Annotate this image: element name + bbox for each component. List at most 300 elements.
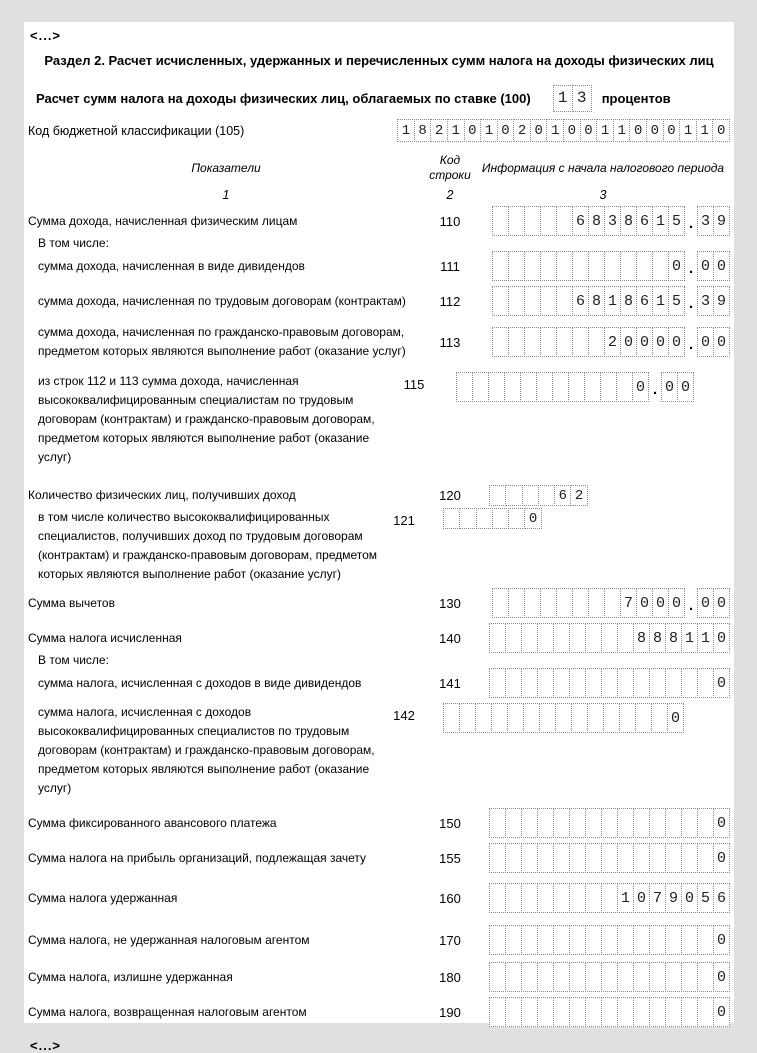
digit-cell[interactable] xyxy=(649,925,666,955)
table-row-130 xyxy=(28,588,730,618)
row-code-111: 111 xyxy=(440,258,460,274)
digit-cell[interactable] xyxy=(505,962,522,992)
digit-cell[interactable] xyxy=(505,623,522,653)
digit-cell[interactable] xyxy=(681,668,698,698)
digit-cell[interactable] xyxy=(489,485,506,506)
digit-cell[interactable]: 1 xyxy=(679,119,697,142)
digit-cell[interactable] xyxy=(569,623,586,653)
digit-cell[interactable] xyxy=(571,703,588,733)
digit-cell[interactable]: 0 xyxy=(713,588,730,618)
digit-cell[interactable] xyxy=(681,962,698,992)
digit-cell[interactable] xyxy=(603,703,620,733)
digit-cell[interactable] xyxy=(697,962,714,992)
digit-cell[interactable] xyxy=(649,962,666,992)
digit-cell[interactable]: 1 xyxy=(613,119,631,142)
digit-cell[interactable] xyxy=(585,925,602,955)
digit-cell[interactable] xyxy=(508,206,525,236)
digit-cell[interactable]: 9 xyxy=(713,206,730,236)
digit-cell[interactable] xyxy=(521,843,538,873)
digit-cell[interactable] xyxy=(569,997,586,1027)
digit-cell[interactable] xyxy=(556,327,573,357)
digit-cell[interactable] xyxy=(617,962,634,992)
note-row xyxy=(28,236,730,251)
digit-cell[interactable] xyxy=(489,997,506,1027)
digit-cell[interactable]: 0 xyxy=(563,119,581,142)
digit-cell[interactable]: 9 xyxy=(665,883,682,913)
field-121[interactable] xyxy=(430,508,684,529)
field-113[interactable] xyxy=(476,327,730,357)
digit-cell[interactable] xyxy=(489,883,506,913)
digit-cell[interactable] xyxy=(538,485,555,506)
digit-cell[interactable] xyxy=(604,588,621,618)
digit-cell[interactable] xyxy=(572,251,589,281)
digit-cell[interactable] xyxy=(616,372,633,402)
digit-cell[interactable] xyxy=(492,508,509,529)
digit-cell[interactable]: 1 xyxy=(447,119,465,142)
digit-cell[interactable] xyxy=(553,623,570,653)
digit-cell[interactable]: 0 xyxy=(661,372,678,402)
digit-cell[interactable]: 1 xyxy=(480,119,498,142)
digit-cell[interactable] xyxy=(585,668,602,698)
digit-cell[interactable] xyxy=(697,668,714,698)
field-155[interactable] xyxy=(476,843,730,873)
digit-cell[interactable]: 1 xyxy=(397,119,415,142)
digit-cell[interactable] xyxy=(556,206,573,236)
truncation-marker-bottom: <...> xyxy=(30,1038,62,1053)
digit-cell[interactable]: 0 xyxy=(713,925,730,955)
digit-cell[interactable] xyxy=(443,703,460,733)
row-code-160: 160 xyxy=(439,890,461,906)
digit-cell[interactable] xyxy=(521,668,538,698)
field-141[interactable] xyxy=(476,668,730,698)
digit-cell[interactable]: 3 xyxy=(572,85,592,112)
digit-cell[interactable] xyxy=(697,843,714,873)
digit-cell[interactable]: 0 xyxy=(713,251,730,281)
digit-cell[interactable]: 0 xyxy=(668,251,685,281)
digit-cell[interactable] xyxy=(572,588,589,618)
digit-cell[interactable]: 0 xyxy=(713,668,730,698)
digit-cell[interactable]: 8 xyxy=(633,623,650,653)
digit-cell[interactable] xyxy=(508,327,525,357)
digit-cell[interactable] xyxy=(489,962,506,992)
digit-cell[interactable] xyxy=(633,808,650,838)
digit-cell[interactable]: 2 xyxy=(604,327,621,357)
digit-cell[interactable] xyxy=(553,843,570,873)
digit-cell[interactable] xyxy=(504,372,521,402)
digit-cell[interactable] xyxy=(651,703,668,733)
digit-cell[interactable] xyxy=(633,843,650,873)
digit-cell[interactable] xyxy=(601,623,618,653)
digit-cell[interactable] xyxy=(505,925,522,955)
table-row-110 xyxy=(28,206,730,236)
digit-cell[interactable] xyxy=(508,588,525,618)
digit-cell[interactable] xyxy=(456,372,473,402)
row-code-190: 190 xyxy=(439,1004,461,1020)
digit-cell[interactable]: 0 xyxy=(713,997,730,1027)
digit-cell[interactable]: 0 xyxy=(697,251,714,281)
digit-cell[interactable] xyxy=(601,925,618,955)
digit-cell[interactable] xyxy=(569,808,586,838)
digit-cell[interactable] xyxy=(681,925,698,955)
digit-cell[interactable]: 0 xyxy=(524,508,541,529)
kbk-field[interactable] xyxy=(397,119,730,142)
digit-cell[interactable]: 1 xyxy=(652,206,669,236)
digit-cell[interactable] xyxy=(539,703,556,733)
digit-cell[interactable]: 1 xyxy=(604,286,621,316)
digit-cell[interactable]: 6 xyxy=(713,883,730,913)
digit-cell[interactable] xyxy=(569,883,586,913)
digit-cell[interactable]: 8 xyxy=(620,286,637,316)
digit-cell[interactable]: 0 xyxy=(697,588,714,618)
digit-cell[interactable]: 0 xyxy=(667,703,684,733)
digit-cell[interactable] xyxy=(492,286,509,316)
digit-cell[interactable] xyxy=(537,623,554,653)
field-170[interactable] xyxy=(476,925,730,955)
digit-cell[interactable]: 0 xyxy=(580,119,598,142)
digit-cell[interactable] xyxy=(540,588,557,618)
digit-cell[interactable]: 2 xyxy=(513,119,531,142)
digit-cell[interactable] xyxy=(489,623,506,653)
digit-cell[interactable] xyxy=(635,703,652,733)
digit-cell[interactable] xyxy=(522,485,539,506)
digit-cell[interactable] xyxy=(537,962,554,992)
digit-cell[interactable] xyxy=(572,327,589,357)
digit-cell[interactable] xyxy=(492,251,509,281)
digit-cell[interactable]: 8 xyxy=(588,206,605,236)
digit-cell[interactable]: 0 xyxy=(530,119,548,142)
digit-cell[interactable] xyxy=(633,668,650,698)
digit-cell[interactable] xyxy=(553,668,570,698)
row-label: сумма налога, исчисленная с доходов высококвалифицированных специалистов по трудовым договорам (контрактам) и гражданско-правовым договорам, предметом которых являются выполнение работ (оказание услуг) xyxy=(38,705,375,795)
digit-cell[interactable]: 1 xyxy=(681,623,698,653)
field-142[interactable] xyxy=(430,703,684,733)
digit-cell[interactable] xyxy=(524,251,541,281)
digit-cell[interactable]: 0 xyxy=(646,119,664,142)
kbk-line xyxy=(28,119,730,142)
digit-cell[interactable] xyxy=(681,808,698,838)
digit-cell[interactable]: 2 xyxy=(430,119,448,142)
field-160[interactable] xyxy=(476,883,730,913)
digit-cell[interactable] xyxy=(585,843,602,873)
tax-rate-field[interactable] xyxy=(553,85,592,112)
digit-cell[interactable]: 0 xyxy=(629,119,647,142)
digit-cell[interactable] xyxy=(569,668,586,698)
digit-cell[interactable] xyxy=(524,588,541,618)
table-row-142 xyxy=(28,703,730,798)
digit-cell[interactable] xyxy=(488,372,505,402)
column-numbers xyxy=(28,188,730,202)
digit-cell[interactable] xyxy=(540,206,557,236)
digit-cell[interactable]: 0 xyxy=(668,588,685,618)
digit-cell[interactable] xyxy=(665,843,682,873)
field-140[interactable] xyxy=(476,623,730,653)
digit-cell[interactable]: 0 xyxy=(668,327,685,357)
digit-cell[interactable] xyxy=(604,251,621,281)
digit-cell[interactable] xyxy=(697,808,714,838)
digit-cell[interactable] xyxy=(585,883,602,913)
digit-cell[interactable] xyxy=(665,668,682,698)
digit-cell[interactable] xyxy=(617,997,634,1027)
digit-cell[interactable] xyxy=(636,251,653,281)
digit-cell[interactable] xyxy=(585,623,602,653)
digit-cell[interactable] xyxy=(489,668,506,698)
row-label: Сумма налога, излишне удержанная xyxy=(28,969,233,984)
field-150[interactable] xyxy=(476,808,730,838)
row-code-115: 115 xyxy=(403,377,425,392)
digit-cell[interactable] xyxy=(556,588,573,618)
digit-cell[interactable] xyxy=(588,588,605,618)
digit-cell[interactable] xyxy=(601,997,618,1027)
digit-cell[interactable] xyxy=(569,962,586,992)
digit-cell[interactable] xyxy=(537,925,554,955)
digit-cell[interactable] xyxy=(524,206,541,236)
digit-cell[interactable] xyxy=(588,251,605,281)
digit-cell[interactable] xyxy=(553,997,570,1027)
digit-cell[interactable] xyxy=(584,372,601,402)
field-190[interactable] xyxy=(476,997,730,1027)
digit-cell[interactable] xyxy=(520,372,537,402)
digit-cell[interactable] xyxy=(476,508,493,529)
digit-cell[interactable] xyxy=(505,843,522,873)
digit-cell[interactable] xyxy=(521,623,538,653)
digit-cell[interactable]: 8 xyxy=(620,206,637,236)
digit-cell[interactable]: 1 xyxy=(696,119,714,142)
digit-cell[interactable]: 0 xyxy=(620,327,637,357)
digit-cell[interactable]: 0 xyxy=(681,883,698,913)
digit-cell[interactable] xyxy=(601,843,618,873)
digit-cell[interactable] xyxy=(649,808,666,838)
digit-cell[interactable]: 8 xyxy=(588,286,605,316)
digit-cell[interactable] xyxy=(521,997,538,1027)
digit-cell[interactable] xyxy=(540,327,557,357)
digit-cell[interactable] xyxy=(633,997,650,1027)
kbk-label: Код бюджетной классификации (105) xyxy=(28,123,245,138)
digit-cell[interactable]: 3 xyxy=(697,286,714,316)
col-header-indicators: Показатели xyxy=(191,161,261,175)
digit-cell[interactable] xyxy=(665,925,682,955)
digit-cell[interactable]: 1 xyxy=(617,883,634,913)
digit-cell[interactable]: 1 xyxy=(546,119,564,142)
digit-cell[interactable]: 6 xyxy=(554,485,571,506)
digit-cell[interactable] xyxy=(505,997,522,1027)
digit-cell[interactable]: 0 xyxy=(713,623,730,653)
digit-cell[interactable] xyxy=(521,808,538,838)
digit-cell[interactable]: 0 xyxy=(677,372,694,402)
field-112[interactable] xyxy=(476,286,730,316)
digit-cell[interactable] xyxy=(505,808,522,838)
digit-cell[interactable]: 0 xyxy=(632,372,649,402)
table-row-115 xyxy=(28,372,730,467)
digit-cell[interactable] xyxy=(489,808,506,838)
digit-cell[interactable] xyxy=(537,997,554,1027)
row-label: сумма налога, исчисленная с доходов в виде дивидендов xyxy=(38,675,362,690)
digit-cell[interactable] xyxy=(492,588,509,618)
digit-cell[interactable] xyxy=(556,286,573,316)
digit-cell[interactable] xyxy=(681,997,698,1027)
digit-cell[interactable]: 7 xyxy=(649,883,666,913)
digit-cell[interactable] xyxy=(492,327,509,357)
field-110[interactable] xyxy=(476,206,730,236)
digit-cell[interactable] xyxy=(620,251,637,281)
digit-cell[interactable]: 8 xyxy=(414,119,432,142)
digit-cell[interactable]: 6 xyxy=(636,286,653,316)
digit-cell[interactable]: 0 xyxy=(652,327,669,357)
digit-cell[interactable] xyxy=(508,508,525,529)
digit-cell[interactable] xyxy=(537,668,554,698)
digit-cell[interactable]: 8 xyxy=(649,623,666,653)
digit-cell[interactable] xyxy=(617,668,634,698)
digit-cell[interactable] xyxy=(505,668,522,698)
digit-cell[interactable] xyxy=(585,962,602,992)
digit-cell[interactable]: 9 xyxy=(713,286,730,316)
digit-cell[interactable] xyxy=(665,808,682,838)
digit-cell[interactable]: 0 xyxy=(636,327,653,357)
digit-cell[interactable] xyxy=(601,883,618,913)
digit-cell[interactable] xyxy=(553,883,570,913)
digit-cell[interactable] xyxy=(537,843,554,873)
digit-cell[interactable]: 3 xyxy=(604,206,621,236)
digit-cell[interactable] xyxy=(552,372,569,402)
digit-cell[interactable]: 0 xyxy=(713,808,730,838)
digit-cell[interactable] xyxy=(617,623,634,653)
digit-cell[interactable] xyxy=(665,962,682,992)
field-111[interactable] xyxy=(476,251,730,281)
digit-cell[interactable] xyxy=(585,808,602,838)
digit-cell[interactable] xyxy=(569,843,586,873)
table-row-150 xyxy=(28,808,730,838)
table-row-121 xyxy=(28,508,730,584)
digit-cell[interactable] xyxy=(556,251,573,281)
digit-cell[interactable] xyxy=(540,286,557,316)
digit-cell[interactable] xyxy=(697,925,714,955)
digit-cell[interactable] xyxy=(508,251,525,281)
digit-cell[interactable] xyxy=(649,997,666,1027)
digit-cell[interactable]: 1 xyxy=(697,623,714,653)
digit-cell[interactable] xyxy=(521,883,538,913)
digit-cell[interactable] xyxy=(507,703,524,733)
digit-cell[interactable] xyxy=(617,925,634,955)
digit-cell[interactable] xyxy=(665,997,682,1027)
digit-cell[interactable]: 1 xyxy=(652,286,669,316)
digit-cell[interactable]: 0 xyxy=(712,119,730,142)
digit-cell[interactable] xyxy=(600,372,617,402)
digit-cell[interactable] xyxy=(587,703,604,733)
digit-cell[interactable] xyxy=(489,843,506,873)
table-row-180 xyxy=(28,962,730,992)
digit-cell[interactable] xyxy=(568,372,585,402)
digit-cell[interactable] xyxy=(472,372,489,402)
digit-cell[interactable] xyxy=(540,251,557,281)
digit-cell[interactable] xyxy=(697,997,714,1027)
digit-cell[interactable] xyxy=(505,485,522,506)
digit-cell[interactable] xyxy=(505,883,522,913)
field-115[interactable] xyxy=(440,372,694,402)
digit-cell[interactable]: 0 xyxy=(636,588,653,618)
digit-cell[interactable] xyxy=(537,883,554,913)
digit-cell[interactable] xyxy=(523,703,540,733)
table-row-140 xyxy=(28,623,730,653)
digit-cell[interactable]: 2 xyxy=(570,485,587,506)
digit-cell[interactable] xyxy=(601,808,618,838)
digit-cell[interactable]: 7 xyxy=(620,588,637,618)
digit-cell[interactable] xyxy=(524,286,541,316)
digit-cell[interactable] xyxy=(601,668,618,698)
digit-cell[interactable] xyxy=(649,668,666,698)
field-180[interactable] xyxy=(476,962,730,992)
digit-cell[interactable] xyxy=(521,962,538,992)
digit-cell[interactable] xyxy=(491,703,508,733)
row-label: Сумма дохода, начисленная физическим лицам xyxy=(28,213,298,228)
digit-cell[interactable] xyxy=(536,372,553,402)
decimal-separator: . xyxy=(686,337,696,354)
digit-cell[interactable] xyxy=(459,508,476,529)
digit-cell[interactable]: 5 xyxy=(668,286,685,316)
digit-cell[interactable]: 3 xyxy=(697,206,714,236)
digit-cell[interactable]: 6 xyxy=(572,206,589,236)
digit-cell[interactable]: 6 xyxy=(572,286,589,316)
digit-cell[interactable]: 0 xyxy=(652,588,669,618)
digit-cell[interactable]: 1 xyxy=(596,119,614,142)
digit-cell[interactable] xyxy=(555,703,572,733)
row-label: Сумма налога удержанная xyxy=(28,890,178,905)
digit-cell[interactable]: 0 xyxy=(663,119,681,142)
digit-cell[interactable]: 0 xyxy=(713,962,730,992)
digit-cell[interactable] xyxy=(649,843,666,873)
digit-cell[interactable] xyxy=(617,808,634,838)
digit-cell[interactable] xyxy=(475,703,492,733)
digit-cell[interactable] xyxy=(633,962,650,992)
row-code-142: 142 xyxy=(393,708,415,723)
digit-cell[interactable]: 5 xyxy=(697,883,714,913)
digit-cell[interactable]: 8 xyxy=(665,623,682,653)
digit-cell[interactable] xyxy=(459,703,476,733)
digit-cell[interactable]: 1 xyxy=(553,85,573,112)
digit-cell[interactable] xyxy=(553,962,570,992)
digit-cell[interactable] xyxy=(489,925,506,955)
field-130[interactable] xyxy=(476,588,730,618)
row-label: сумма дохода, начисленная по трудовым договорам (контрактам) xyxy=(38,293,406,308)
digit-cell[interactable] xyxy=(521,925,538,955)
digit-cell[interactable] xyxy=(588,327,605,357)
digit-cell[interactable] xyxy=(601,962,618,992)
digit-cell[interactable] xyxy=(681,843,698,873)
digit-cell[interactable] xyxy=(508,286,525,316)
digit-cell[interactable] xyxy=(553,808,570,838)
digit-cell[interactable] xyxy=(585,997,602,1027)
digit-cell[interactable] xyxy=(619,703,636,733)
digit-cell[interactable] xyxy=(553,925,570,955)
digit-cell[interactable] xyxy=(617,843,634,873)
table-row-190 xyxy=(28,997,730,1027)
digit-cell[interactable]: 0 xyxy=(713,843,730,873)
digit-cell[interactable]: 0 xyxy=(497,119,515,142)
digit-cell[interactable]: 0 xyxy=(464,119,482,142)
digit-cell[interactable] xyxy=(524,327,541,357)
digit-cell[interactable] xyxy=(537,808,554,838)
digit-cell[interactable]: 5 xyxy=(668,206,685,236)
digit-cell[interactable] xyxy=(633,925,650,955)
digit-cell[interactable] xyxy=(652,251,669,281)
digit-cell[interactable]: 0 xyxy=(633,883,650,913)
row-code-180: 180 xyxy=(439,969,461,985)
digit-cell[interactable] xyxy=(492,206,509,236)
digit-cell[interactable]: 0 xyxy=(697,327,714,357)
digit-cell[interactable] xyxy=(569,925,586,955)
digit-cell[interactable]: 0 xyxy=(713,327,730,357)
digit-cell[interactable]: 6 xyxy=(636,206,653,236)
field-120[interactable] xyxy=(476,485,730,506)
digit-cell[interactable] xyxy=(443,508,460,529)
